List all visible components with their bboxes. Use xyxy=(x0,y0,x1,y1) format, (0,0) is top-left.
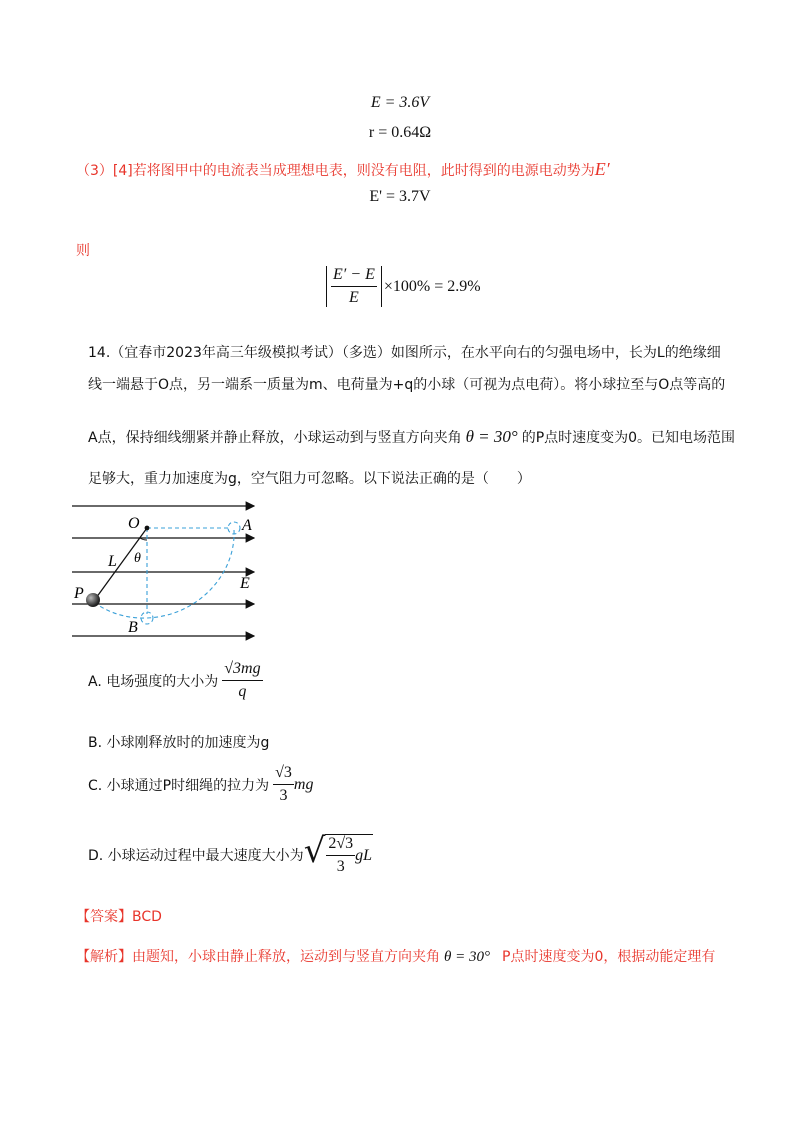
option-D-sqrt: √ $\frac{2√3}{3}$ gL xyxy=(303,831,373,875)
label-E: E xyxy=(240,575,250,592)
equation-internal-resistance: r = 0.64Ω xyxy=(368,124,432,141)
analysis-line: 【解析】由题知，小球由静止释放，运动到与竖直方向夹角 θ = 30° P点时速度变为0，根据动能定理有 xyxy=(76,949,716,965)
label-A: A xyxy=(242,517,252,534)
charged-ball-P xyxy=(86,593,100,607)
question-line-1: 14.（宜春市2023年高三年级模拟考试）（多选）如图所示，在水平向右的匀强电场中，长为L的绝缘细 xyxy=(88,345,721,361)
theta-30: θ = 30° xyxy=(465,427,518,446)
ratio-rhs: ×100% = 2.9% xyxy=(383,277,481,295)
pivot-point-O xyxy=(145,526,150,531)
ratio-numerator: E′ − E xyxy=(331,266,377,287)
option-C[interactable]: C. 小球通过P时细绳的拉力为 $\frac{√3}{3}$ mg xyxy=(88,764,314,804)
step-3-text: （3）[4]若将图甲中的电流表当成理想电表，则没有电阻，此时得到的电源电动势为E′ xyxy=(76,159,610,179)
answer-line xyxy=(76,906,162,926)
question-line-4: 足够大，重力加速度为g，空气阻力可忽略。以下说法正确的是（ ） xyxy=(88,471,531,487)
pendulum-field-figure xyxy=(68,494,268,646)
option-B[interactable]: B. 小球刚释放时的加速度为g xyxy=(88,735,270,751)
label-P: P xyxy=(74,585,84,602)
symbol-e-prime: E′ xyxy=(594,159,610,179)
option-D[interactable]: D. 小球运动过程中最大速度大小为 √ $\frac{2√3}{3}$ gL xyxy=(88,831,373,875)
label-B: B xyxy=(128,619,138,636)
answer-label: 【答案】 xyxy=(76,909,132,925)
equation-relative-error xyxy=(326,266,481,307)
question-line-2: 线一端悬于O点，另一端系一质量为m、电荷量为+q的小球（可视为点电荷）。将小球拉至与O点等高的 xyxy=(88,377,726,393)
analysis-theta: θ = 30° xyxy=(444,949,490,965)
ratio-denominator: E xyxy=(349,289,359,306)
analysis-label: 【解析】 xyxy=(76,949,132,965)
label-O: O xyxy=(128,515,140,532)
answer-value: BCD xyxy=(132,909,162,925)
arc-path xyxy=(94,530,234,618)
then-label: 则 xyxy=(76,243,90,259)
option-A[interactable]: A. 电场强度的大小为 $\frac{√3mg}{q}$ xyxy=(88,660,261,700)
equation-emf-prime: E' = 3.7V xyxy=(369,188,431,205)
question-line-3: A点，保持细线绷紧并静止释放，小球运动到与竖直方向夹角 θ = 30° 的P点时速度变为0。已知电场范围 xyxy=(88,427,736,446)
equation-emf: E = 3.6V xyxy=(370,94,430,111)
label-theta: θ xyxy=(134,551,141,566)
option-C-fraction: $\frac{√3}{3}$ xyxy=(275,764,292,804)
option-A-fraction: $\frac{√3mg}{q}$ xyxy=(224,660,261,700)
label-L: L xyxy=(108,553,117,570)
